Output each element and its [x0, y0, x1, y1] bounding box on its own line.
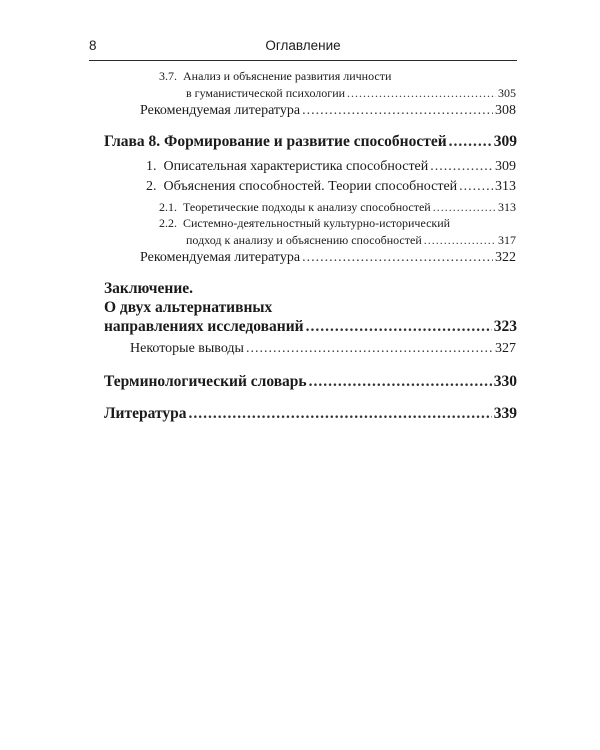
toc-page-number: 308 — [495, 103, 516, 118]
toc-page-number: 313 — [495, 179, 516, 194]
toc-page-number: 322 — [495, 250, 516, 265]
dot-leader — [302, 250, 493, 266]
toc-entry-title: Объяснения способностей. Теории способностей — [163, 179, 458, 194]
page-number: 8 — [89, 38, 97, 53]
toc-chapter-title: Терминологический словарь — [104, 373, 307, 390]
dot-leader — [246, 341, 493, 357]
dot-leader — [424, 233, 496, 248]
toc-conclusion-line1: Заключение. — [104, 280, 194, 297]
toc-page-number: 317 — [498, 233, 516, 247]
running-head — [89, 38, 517, 60]
toc-conclusion-line2: О двух альтернативных — [104, 299, 273, 316]
dot-leader — [306, 318, 492, 336]
toc-entry-lit-ch7[interactable] — [140, 103, 516, 119]
toc-entry-8-2-2-line2[interactable] — [186, 233, 516, 248]
toc-page-number: 313 — [498, 200, 516, 214]
toc-entry-title: Системно-деятельностный культурно-исторический — [183, 216, 451, 230]
toc-entry-title: в гуманистической психологии — [186, 86, 346, 100]
toc-entry-chapter-8[interactable] — [104, 133, 517, 151]
dot-leader — [347, 86, 496, 101]
toc-page-number: 327 — [495, 341, 516, 356]
toc-entry-title: Некоторые выводы — [130, 341, 244, 356]
toc-entry-conclusions[interactable] — [130, 341, 516, 357]
toc-entry-number: 2.1. — [159, 200, 177, 214]
header-rule — [89, 60, 517, 61]
toc-page-number: 339 — [493, 405, 517, 422]
toc-page-number: 330 — [493, 373, 517, 390]
running-head-title: Оглавление — [265, 38, 341, 53]
toc-page-number: 309 — [495, 159, 516, 174]
toc-chapter-title: направлениях исследований — [104, 318, 304, 335]
dot-leader — [188, 405, 491, 423]
toc-entry-glossary[interactable] — [104, 373, 517, 391]
toc-entry-title: Рекомендуемая литература — [140, 250, 301, 265]
toc-entry-8-1[interactable] — [146, 159, 516, 175]
toc-entry-8-2[interactable] — [146, 179, 516, 195]
toc-entry-title: Анализ и объяснение развития личности — [183, 69, 392, 83]
toc-entry-number: 3.7. — [159, 69, 177, 83]
toc-entry-8-2-1[interactable] — [159, 200, 516, 215]
toc-entry-title: подход к анализу и объяснению способностей — [186, 233, 422, 247]
toc-entry-title: Рекомендуемая литература — [140, 103, 301, 118]
dot-leader — [433, 200, 496, 215]
toc-chapter-title: Глава 8. Формирование и развитие способностей — [104, 133, 447, 150]
dot-leader — [302, 103, 493, 119]
toc-page-number: 305 — [498, 86, 516, 100]
toc-page-number: 323 — [493, 318, 517, 335]
toc-entry-literature[interactable] — [104, 405, 517, 423]
dot-leader — [430, 159, 493, 175]
toc-entry-3-7-line1 — [159, 69, 391, 84]
toc-page-number: 309 — [493, 133, 517, 150]
toc-entry-number: 2.2. — [159, 216, 177, 230]
toc-entry-title: Теоретические подходы к анализу способностей — [183, 200, 431, 214]
dot-leader — [459, 179, 493, 195]
toc-entry-number: 2. — [146, 179, 157, 194]
toc-entry-title: Описательная характеристика способностей — [163, 159, 429, 174]
toc-entry-3-7-line2[interactable] — [186, 86, 516, 101]
toc-entry-conclusion[interactable] — [104, 318, 517, 336]
toc-entry-lit-ch8[interactable] — [140, 250, 516, 266]
toc-entry-8-2-2-line1 — [159, 216, 450, 231]
toc-chapter-title: Литература — [104, 405, 187, 422]
dot-leader — [309, 373, 492, 391]
dot-leader — [449, 133, 492, 151]
toc-entry-number: 1. — [146, 159, 157, 174]
